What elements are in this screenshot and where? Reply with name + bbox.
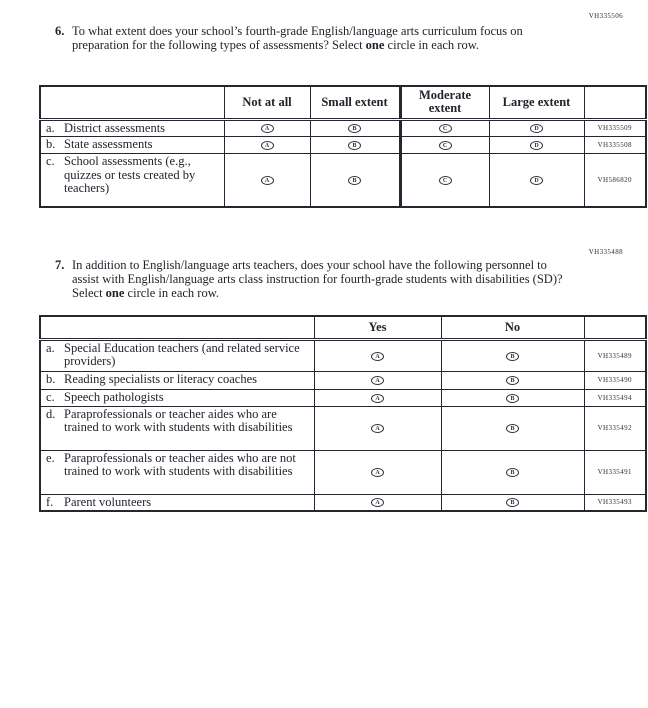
option-cell [441,339,584,371]
q7-row-reading-specialists [40,371,646,389]
circle-large-extent[interactable]: D [530,176,543,185]
row-letter: c. [46,389,55,404]
row-label-cell [40,389,314,406]
q7-empty-header-cell [40,316,314,339]
circle-no[interactable]: B [506,394,519,403]
option-cell [314,450,441,494]
question-6-text-post: circle in each row. [384,38,480,52]
row-code: VH335493 [584,494,646,511]
circle-no[interactable]: B [506,468,519,477]
option-cell [314,406,441,450]
q7-code-header-cell [584,316,646,339]
circle-yes[interactable]: A [371,352,384,361]
row-letter: e. [46,450,55,465]
q6-row-school-assessments [40,154,646,207]
circle-moderate-extent[interactable]: C [439,124,452,133]
row-letter: a. [46,340,55,355]
question-6-text [72,24,570,52]
row-label: Reading specialists or literacy coaches [64,371,257,386]
circle-large-extent[interactable]: D [530,124,543,133]
option-cell [310,137,400,154]
question-7-text [72,258,570,300]
option-cell [314,339,441,371]
circle-no[interactable]: B [506,352,519,361]
question-7-code: VH335488 [588,248,623,256]
col-header-large-extent: Large extent [489,86,584,119]
row-code: VH586820 [584,154,646,207]
row-letter: b. [46,137,56,151]
row-code: VH335494 [584,389,646,406]
circle-large-extent[interactable]: D [530,141,543,150]
option-cell [489,154,584,207]
option-cell [441,371,584,389]
q7-row-paraprofessionals-trained [40,406,646,450]
q6-row-state-assessments [40,137,646,154]
circle-moderate-extent[interactable]: C [439,141,452,150]
option-cell [400,137,489,154]
row-label-cell [40,137,224,154]
col-header-no: No [441,316,584,339]
circle-no[interactable]: B [506,498,519,507]
q7-row-paraprofessionals-not-trained [40,450,646,494]
question-7 [55,258,570,300]
question-7-text-bold: one [105,286,125,300]
col-header-small-extent: Small extent [310,86,400,119]
question-6-text-bold: one [365,38,385,52]
option-cell [441,389,584,406]
q7-header-row [40,316,646,339]
col-header-not-at-all: Not at all [224,86,310,119]
row-code: VH335489 [584,339,646,371]
row-label-cell [40,119,224,137]
circle-yes[interactable]: A [371,498,384,507]
question-7-number: 7. [55,258,65,272]
question-6-text-pre: To what extent does your school’s fourth-grade English/language arts curriculum focus on preparation for the following types of assessments? Select [72,24,523,52]
row-letter: a. [46,120,55,135]
row-code: VH335491 [584,450,646,494]
question-6-code: VH335506 [588,12,623,20]
circle-not-at-all[interactable]: A [261,141,274,150]
circle-moderate-extent[interactable]: C [439,176,452,185]
option-cell [224,154,310,207]
option-cell [310,154,400,207]
option-cell [224,119,310,137]
option-cell [314,371,441,389]
question-7-text-post: circle in each row. [124,286,220,300]
option-cell [489,119,584,137]
row-label: Parent volunteers [64,494,152,509]
q7-row-speech-pathologists [40,389,646,406]
circle-not-at-all[interactable]: A [261,176,274,185]
row-label: Speech pathologists [64,389,164,404]
circle-small-extent[interactable]: B [348,124,361,133]
row-label: Special Education teachers (and related service providers) [64,340,300,368]
row-label: Paraprofessionals or teacher aides who are trained to work with students with disabilities [64,406,293,434]
option-cell [310,119,400,137]
row-letter: d. [46,406,56,421]
row-letter: b. [46,371,56,386]
circle-yes[interactable]: A [371,468,384,477]
question-7-text-pre: In addition to English/language arts teachers, does your school have the following personnel to assist with English/language arts class instruction for fourth-grade students with disabilities (SD)? Select [72,258,563,300]
row-code: VH335490 [584,371,646,389]
option-cell [489,137,584,154]
circle-small-extent[interactable]: B [348,176,361,185]
row-code: VH335508 [584,137,646,154]
option-cell [314,494,441,511]
option-cell [224,137,310,154]
col-header-moderate-extent: Moderate extent [400,86,489,119]
circle-yes[interactable]: A [371,424,384,433]
q7-row-parent-volunteers [40,494,646,511]
row-label-cell [40,371,314,389]
row-label-cell [40,154,224,207]
row-label: Paraprofessionals or teacher aides who are not trained to work with students with disabilities [64,450,296,478]
option-cell [441,494,584,511]
col-header-yes: Yes [314,316,441,339]
q7-row-special-education-teachers [40,339,646,371]
q6-empty-header-cell [40,86,224,119]
option-cell [441,450,584,494]
option-cell [400,119,489,137]
row-code: VH335492 [584,406,646,450]
circle-yes[interactable]: A [371,376,384,385]
row-label: District assessments [64,120,166,135]
row-label-cell [40,339,314,371]
q7-response-table [39,315,647,512]
row-letter: f. [46,494,54,509]
q6-response-table [39,85,647,208]
q6-header-row [40,86,646,119]
circle-not-at-all[interactable]: A [261,124,274,133]
row-label-cell [40,406,314,450]
option-cell [400,154,489,207]
q6-code-header-cell [584,86,646,119]
circle-no[interactable]: B [506,424,519,433]
question-6-number: 6. [55,24,65,38]
q6-row-district-assessments [40,119,646,137]
row-code: VH335509 [584,119,646,137]
circle-yes[interactable]: A [371,394,384,403]
option-cell [314,389,441,406]
option-cell [441,406,584,450]
circle-small-extent[interactable]: B [348,141,361,150]
row-letter: c. [46,154,55,168]
row-label-cell [40,494,314,511]
row-label-cell [40,450,314,494]
row-label: State assessments [64,137,153,151]
row-label: School assessments (e.g., quizzes or tests created by teachers) [64,154,196,195]
question-6 [55,24,570,52]
circle-no[interactable]: B [506,376,519,385]
